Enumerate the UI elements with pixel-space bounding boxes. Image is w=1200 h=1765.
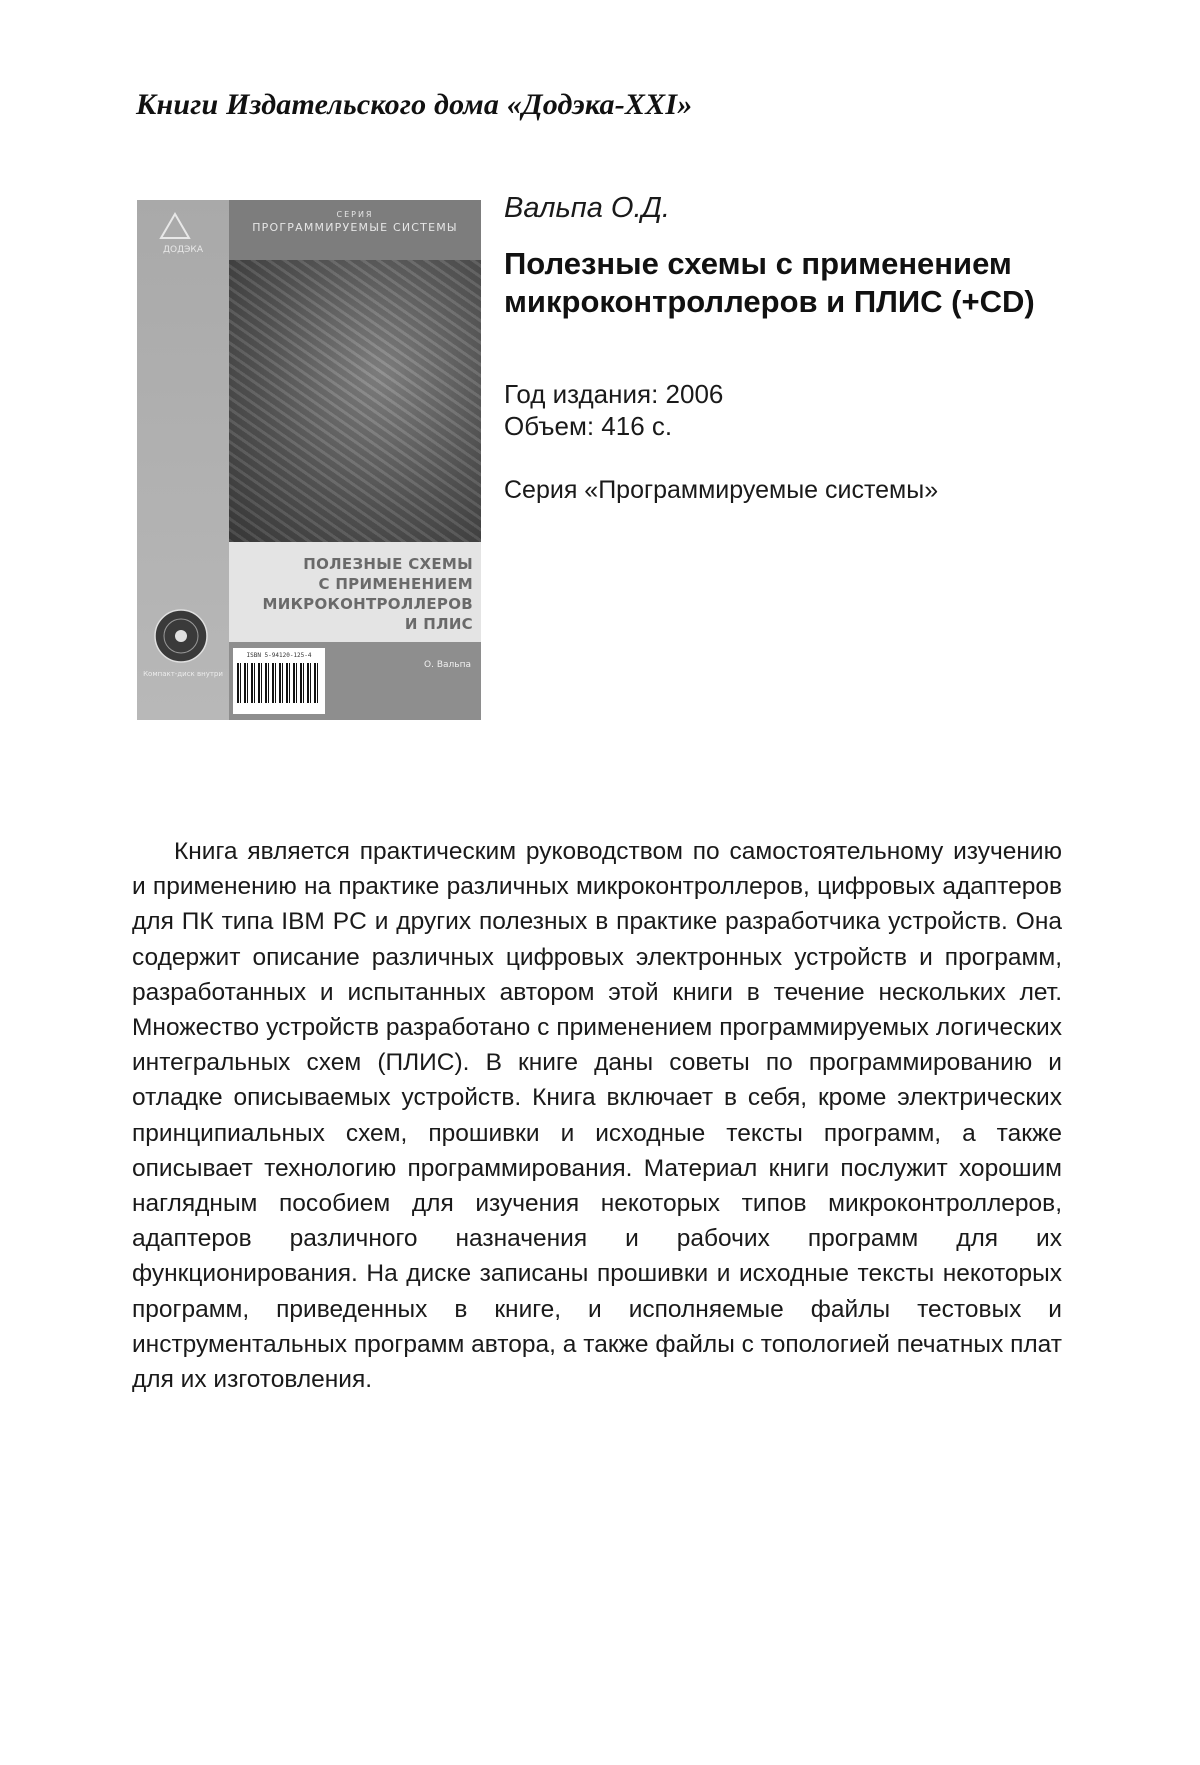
- publisher-logo-icon: [145, 210, 221, 256]
- publisher-logo-text: ДОДЭКА: [163, 245, 203, 255]
- cover-title-line: И ПЛИС: [404, 615, 473, 633]
- book-series: Серия «Программируемые системы»: [504, 476, 939, 504]
- cover-series-small: СЕРИЯ: [336, 210, 374, 219]
- barcode-icon: [237, 663, 321, 703]
- cd-disc-icon: [153, 608, 209, 664]
- book-cover-image: [137, 200, 481, 720]
- cover-title-line: С ПРИМЕНЕНИЕМ: [318, 575, 473, 593]
- book-year: Год издания: 2006: [504, 379, 724, 409]
- cd-caption: Компакт-диск внутри: [143, 670, 223, 678]
- book-volume: Объем: 416 с.: [504, 411, 673, 441]
- cover-isbn: ISBN 5-94120-125-4: [246, 652, 312, 659]
- book-title: Полезные схемы с применением микроконтроллеров и ПЛИС (+CD): [504, 246, 1035, 319]
- book-description: Книга является практическим руководством по самостоятельному изучению и применению на практике различных микроконтроллеров, цифровых адаптеров для ПК типа IBM PC и других полезных в практике разработчика устройств. Она содержит описание различных цифровых электронных устройств и программ, разработанных и испытанных автором этой книги в течение нескольких лет. Множество устройств разработано с применением программируемых логических интегральных схем (ПЛИС). В книге даны советы по программированию и отладке описываемых устройств. Книга включает в себя, кроме электрических принципиальных схем, прошивки и исходные тексты программ, а также описывает технологию программирования. Материал книги послужит хорошим наглядным пособием для изучения некоторых типов микроконтроллеров, адаптеров различного назначения и рабочих программ для их функционирования. На диске записаны прошивки и исходные тексты некоторых программ, приведенных в книге, и исполняемые файлы тестовых и инструментальных программ автора, а также файлы с топологией печатных плат для их изготовления.: [132, 838, 1062, 1394]
- cover-circuit-board-photo: [229, 260, 481, 542]
- cover-author: О. Вальпа: [424, 660, 471, 670]
- cover-series-name: ПРОГРАММИРУЕМЫЕ СИСТЕМЫ: [252, 221, 458, 234]
- book-meta: [504, 378, 723, 442]
- cover-title-line: ПОЛЕЗНЫЕ СХЕМЫ: [303, 555, 473, 573]
- cover-title-line: МИКРОКОНТРОЛЛЕРОВ: [262, 595, 473, 613]
- page-header: Книги Издательского дома «Додэка-XXI»: [136, 88, 693, 121]
- cover-title-block: [229, 542, 481, 642]
- book-author: Вальпа О.Д.: [504, 192, 670, 224]
- cover-series-label: [233, 210, 477, 234]
- cover-barcode: [233, 648, 325, 714]
